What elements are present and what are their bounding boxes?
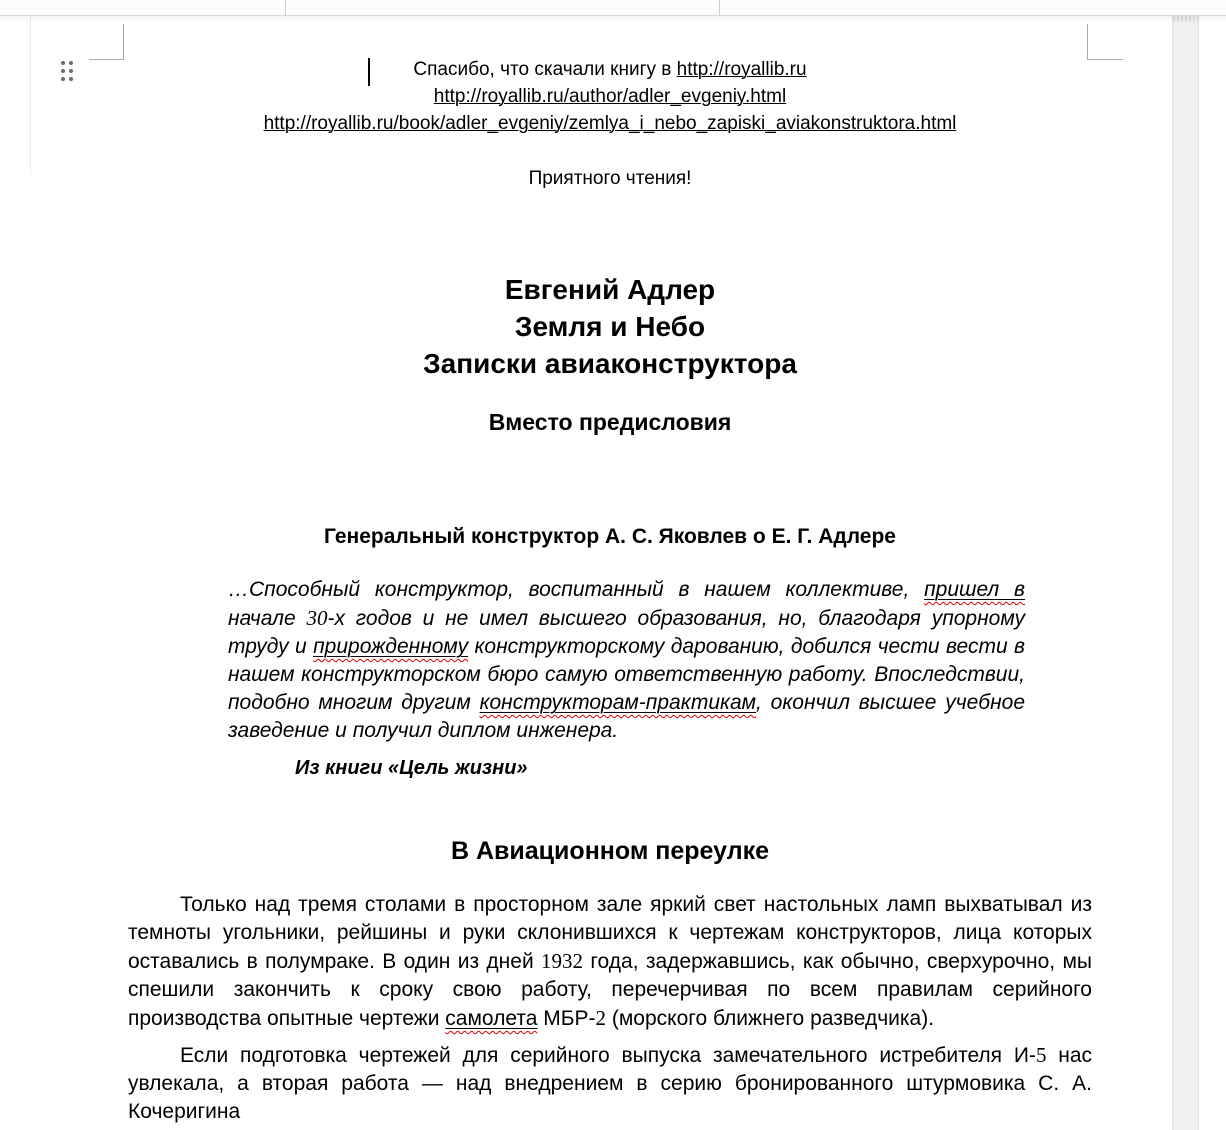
toolbar-divider bbox=[719, 0, 720, 15]
drag-dot bbox=[61, 77, 65, 81]
book-title-block bbox=[128, 271, 1092, 382]
body-paragraph: Только над тремя столами в просторном зале яркий свет настольных ламп выхватывал из темноты угольники, рейшины и руки склонившихся к чертежам конструкторов, лица которых оставались в полумраке. В один из дней 1932 года, задержавшись, как обычно, сверхурочно, мы спешили закончить к сроку свою работу, перечерчивая по всем правилам серийного производства опытные чертежи самолета МБР-2 (морского ближнего разведчика). bbox=[128, 893, 1092, 1030]
chrome-shadow bbox=[0, 16, 1226, 22]
quote-heading: Генеральный конструктор А. С. Яковлев о Е. Г. Адлере bbox=[324, 525, 896, 548]
royallib-author-link[interactable]: http://royallib.ru/author/adler_evgeniy.html bbox=[433, 86, 787, 107]
chapter-body bbox=[128, 891, 1092, 1126]
drag-dot bbox=[61, 69, 65, 73]
body-paragraph: Если подготовка чертежей для серийного выпуска замечательного истребителя И-5 нас увлекала, а вторая работа — над внедрением в серию бронированного штурмовика С. А. Кочеригина bbox=[128, 1043, 1092, 1123]
margin-corner-mark-right bbox=[1087, 24, 1123, 60]
royallib-home-link[interactable]: http://royallib.ru bbox=[676, 59, 807, 80]
book-author: Евгений Адлер bbox=[504, 274, 716, 305]
drag-dot bbox=[61, 61, 65, 65]
drag-dot bbox=[69, 61, 73, 65]
vertical-scrollbar[interactable] bbox=[1172, 16, 1199, 1130]
intro-line bbox=[128, 83, 1092, 110]
drag-dot bbox=[69, 69, 73, 73]
greeting-text: Приятного чтения! bbox=[528, 168, 692, 189]
text-cursor bbox=[368, 58, 370, 86]
top-chrome-bar bbox=[0, 0, 1226, 16]
intro-line bbox=[128, 110, 1092, 137]
chapter-heading: В Авиационном переулке bbox=[450, 837, 769, 865]
thanks-text: Спасибо, что скачали книгу в bbox=[413, 59, 677, 80]
page-edge-line bbox=[30, 16, 31, 174]
book-title: Земля и Небо bbox=[514, 311, 706, 342]
quote-attribution: Из книги «Цель жизни» bbox=[295, 757, 528, 779]
quote-paragraph: …Способный конструктор, воспитанный в нашем коллективе, пришел в начале 30-х годов и не имел высшего образования, но, благодаря упорному труду и прирожденному конструкторскому дарованию, добился чести вести в нашем конструкторском бюро самую ответственную работу. Впоследствии, подобно многим другим конструкторам-практикам, окончил высшее учебное заведение и получил диплом инженера. bbox=[228, 578, 1025, 742]
intro-line bbox=[128, 56, 1092, 83]
download-links-block bbox=[128, 56, 1092, 137]
toolbar-divider bbox=[285, 0, 286, 15]
paragraph-drag-handle-icon[interactable] bbox=[61, 61, 73, 81]
royallib-book-link[interactable]: http://royallib.ru/book/adler_evgeniy/zemlya_i_nebo_zapiski_aviakonstruktora.html bbox=[263, 113, 957, 134]
drag-dot bbox=[69, 77, 73, 81]
document-page[interactable] bbox=[128, 0, 1092, 1130]
margin-corner-mark-left bbox=[89, 24, 124, 60]
book-subtitle: Записки авиаконструктора bbox=[423, 348, 797, 379]
preface-heading: Вместо предисловия bbox=[488, 409, 732, 435]
